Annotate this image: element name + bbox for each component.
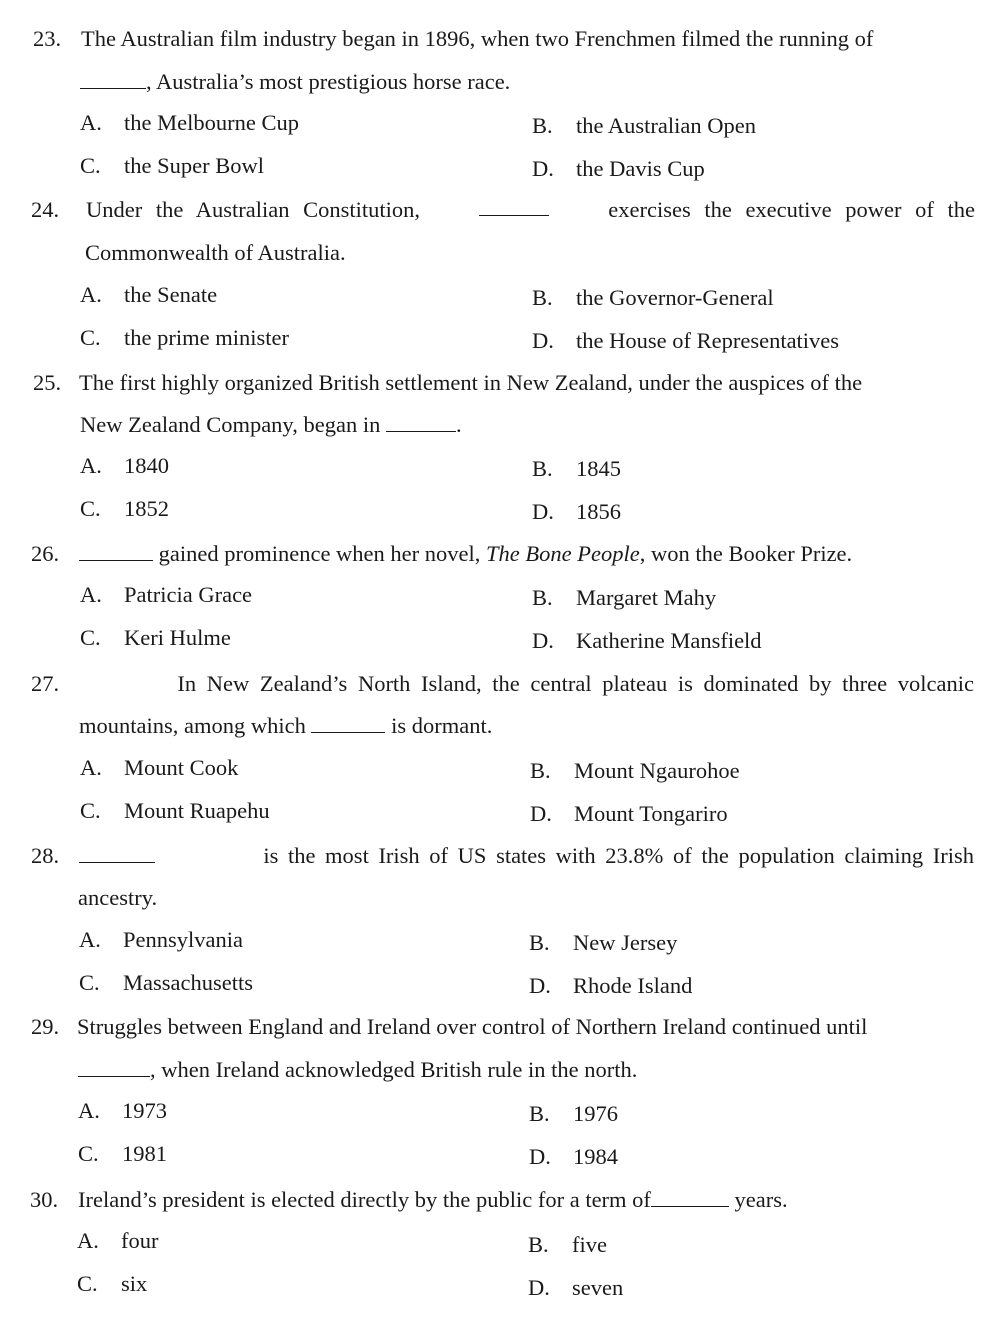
question-text: is the most Irish of US states with 23.8% of the population claiming Irish bbox=[263, 843, 974, 868]
option-text: Mount Ngaurohoe bbox=[574, 758, 740, 783]
option-a bbox=[80, 110, 299, 136]
option-letter: B. bbox=[532, 113, 553, 138]
option-text: the Australian Open bbox=[576, 113, 756, 138]
answer-blank bbox=[651, 1188, 729, 1207]
option-letter: A. bbox=[78, 1098, 100, 1123]
option-text: the Governor-General bbox=[576, 285, 774, 310]
option-c bbox=[80, 496, 169, 522]
question-text: In New Zealand’s North Island, the central plateau is dominated by three volcanic bbox=[177, 671, 974, 696]
option-text: 1840 bbox=[124, 453, 169, 478]
question-number: 25. bbox=[33, 370, 62, 395]
option-letter: C. bbox=[80, 625, 101, 650]
option-letter: A. bbox=[80, 582, 102, 607]
option-c bbox=[80, 153, 264, 179]
question-text: New Zealand Company, began in bbox=[80, 412, 381, 437]
question-text: Commonwealth of Australia. bbox=[85, 240, 346, 265]
option-letter: D. bbox=[528, 1275, 550, 1300]
option-text: Mount Cook bbox=[124, 755, 239, 780]
option-b bbox=[532, 585, 716, 611]
option-letter: C. bbox=[80, 798, 101, 823]
option-letter: C. bbox=[80, 496, 101, 521]
option-d bbox=[532, 156, 705, 182]
option-text: the Davis Cup bbox=[576, 156, 705, 181]
option-text: the prime minister bbox=[124, 325, 289, 350]
option-text: four bbox=[121, 1228, 159, 1253]
option-b bbox=[529, 1101, 618, 1127]
option-a bbox=[77, 1228, 159, 1254]
option-text: 1981 bbox=[122, 1141, 167, 1166]
question-number: 30. bbox=[30, 1187, 59, 1212]
option-text: Pennsylvania bbox=[123, 927, 243, 952]
option-text: 1976 bbox=[573, 1101, 618, 1126]
option-text: 1845 bbox=[576, 456, 621, 481]
option-text: Patricia Grace bbox=[124, 582, 253, 607]
option-text: the Melbourne Cup bbox=[124, 110, 299, 135]
option-text: 1984 bbox=[573, 1144, 618, 1169]
option-d bbox=[532, 328, 839, 354]
question-number: 27. bbox=[31, 671, 60, 696]
option-text: Rhode Island bbox=[573, 973, 693, 998]
question-text: Ireland’s president is elected directly by the public for a term of bbox=[78, 1187, 651, 1212]
question-26-line-1 bbox=[31, 541, 852, 567]
question-28-line-1 bbox=[31, 843, 974, 869]
option-text: Margaret Mahy bbox=[576, 585, 717, 610]
option-letter: A. bbox=[80, 453, 102, 478]
option-c bbox=[80, 325, 289, 351]
option-letter: B. bbox=[532, 585, 553, 610]
option-d bbox=[532, 499, 621, 525]
option-c bbox=[77, 1271, 147, 1297]
question-number: 23. bbox=[33, 26, 62, 51]
option-text: seven bbox=[572, 1275, 624, 1300]
option-text: six bbox=[121, 1271, 148, 1296]
option-a bbox=[80, 755, 238, 781]
question-text: Under the Australian Constitution, bbox=[86, 197, 420, 222]
question-text: years. bbox=[734, 1187, 788, 1212]
option-d bbox=[530, 801, 728, 827]
answer-blank bbox=[80, 70, 146, 89]
option-letter: A. bbox=[80, 110, 102, 135]
option-text: the Super Bowl bbox=[124, 153, 264, 178]
question-text: . bbox=[455, 412, 462, 437]
question-number: 29. bbox=[31, 1014, 60, 1039]
question-text: , won the Booker Prize. bbox=[639, 541, 853, 566]
option-b bbox=[532, 113, 756, 139]
option-letter: A. bbox=[77, 1228, 99, 1253]
question-24-line-1 bbox=[31, 197, 975, 223]
option-b bbox=[532, 285, 774, 311]
question-text: Struggles between England and Ireland over control of Northern Ireland continued until bbox=[77, 1014, 868, 1039]
question-28-line-2 bbox=[78, 885, 157, 911]
answer-blank bbox=[479, 197, 549, 216]
answer-blank bbox=[386, 413, 456, 432]
question-24-line-2 bbox=[85, 240, 346, 266]
question-text: , when Ireland acknowledged British rule in the north. bbox=[150, 1057, 638, 1082]
question-text: exercises the executive power of the bbox=[608, 197, 975, 222]
option-letter: A. bbox=[79, 927, 101, 952]
option-letter: B. bbox=[528, 1232, 549, 1257]
question-23-line-2 bbox=[80, 69, 510, 95]
option-b bbox=[529, 930, 677, 956]
option-b bbox=[530, 758, 740, 784]
question-30-line-1 bbox=[30, 1187, 788, 1213]
option-letter: C. bbox=[78, 1141, 99, 1166]
answer-blank bbox=[78, 1058, 150, 1077]
option-text: 1973 bbox=[122, 1098, 167, 1123]
option-a bbox=[80, 453, 169, 479]
option-letter: C. bbox=[79, 970, 100, 995]
question-number: 26. bbox=[31, 541, 60, 566]
answer-blank bbox=[79, 542, 153, 561]
option-letter: A. bbox=[80, 282, 102, 307]
option-letter: B. bbox=[532, 456, 553, 481]
option-d bbox=[529, 1144, 618, 1170]
option-d bbox=[529, 973, 692, 999]
question-text: The first highly organized British settlement in New Zealand, under the auspices of the bbox=[79, 370, 863, 395]
question-25-line-1 bbox=[33, 370, 862, 396]
option-c bbox=[80, 798, 270, 824]
answer-blank bbox=[311, 714, 385, 733]
option-letter: B. bbox=[529, 930, 550, 955]
question-text: ancestry. bbox=[78, 885, 158, 910]
question-text: is dormant. bbox=[391, 713, 493, 738]
option-letter: D. bbox=[530, 801, 552, 826]
option-letter: C. bbox=[80, 153, 101, 178]
option-letter: C. bbox=[80, 325, 101, 350]
option-c bbox=[78, 1141, 167, 1167]
option-text: Mount Tongariro bbox=[574, 801, 728, 826]
question-text: gained prominence when her novel, bbox=[158, 541, 481, 566]
option-text: New Jersey bbox=[573, 930, 678, 955]
option-a bbox=[80, 282, 217, 308]
option-letter: D. bbox=[532, 156, 554, 181]
question-25-line-2 bbox=[80, 412, 462, 438]
option-text: five bbox=[572, 1232, 607, 1257]
option-text: Keri Hulme bbox=[124, 625, 231, 650]
question-number: 28. bbox=[31, 843, 60, 868]
option-text: Mount Ruapehu bbox=[124, 798, 270, 823]
option-a bbox=[78, 1098, 167, 1124]
option-letter: B. bbox=[529, 1101, 550, 1126]
option-b bbox=[528, 1232, 607, 1258]
option-text: 1852 bbox=[124, 496, 169, 521]
option-letter: B. bbox=[532, 285, 553, 310]
question-text: mountains, among which bbox=[79, 713, 306, 738]
question-number: 24. bbox=[31, 197, 60, 222]
question-27-line-1 bbox=[31, 671, 974, 697]
option-text: Katherine Mansfield bbox=[576, 628, 762, 653]
option-letter: D. bbox=[532, 328, 554, 353]
question-29-line-1 bbox=[31, 1014, 867, 1040]
option-d bbox=[528, 1275, 623, 1301]
option-letter: D. bbox=[532, 499, 554, 524]
option-text: the Senate bbox=[124, 282, 218, 307]
answer-blank bbox=[79, 844, 155, 863]
question-29-line-2 bbox=[78, 1057, 637, 1083]
option-text: Massachusetts bbox=[123, 970, 253, 995]
question-27-line-2 bbox=[79, 713, 492, 739]
option-letter: B. bbox=[530, 758, 551, 783]
option-a bbox=[80, 582, 252, 608]
option-letter: D. bbox=[529, 973, 551, 998]
option-letter: D. bbox=[529, 1144, 551, 1169]
option-text: the House of Representatives bbox=[576, 328, 840, 353]
question-text: , Australia’s most prestigious horse race. bbox=[146, 69, 511, 94]
option-d bbox=[532, 628, 762, 654]
question-23-line-1 bbox=[33, 26, 873, 52]
novel-title: The Bone People bbox=[486, 541, 640, 566]
option-letter: D. bbox=[532, 628, 554, 653]
option-c bbox=[79, 970, 253, 996]
option-a bbox=[79, 927, 243, 953]
option-letter: C. bbox=[77, 1271, 98, 1296]
option-c bbox=[80, 625, 231, 651]
question-text: The Australian film industry began in 1896, when two Frenchmen filmed the running of bbox=[81, 26, 874, 51]
option-b bbox=[532, 456, 621, 482]
option-text: 1856 bbox=[576, 499, 621, 524]
option-letter: A. bbox=[80, 755, 102, 780]
